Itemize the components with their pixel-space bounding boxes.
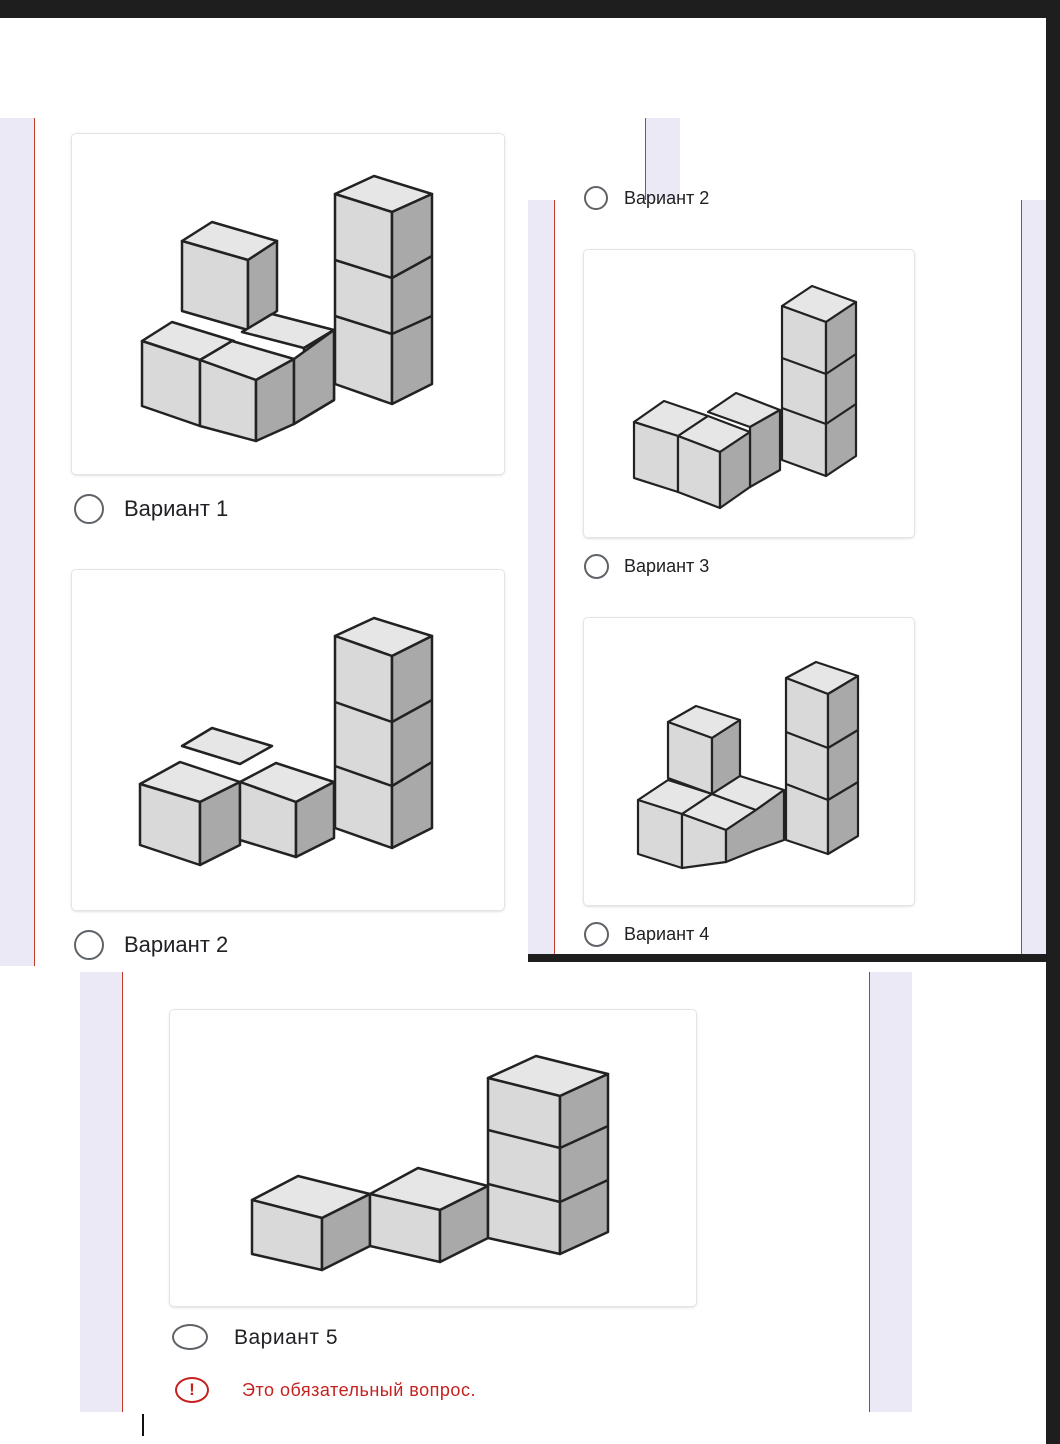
cubes-figure-4	[584, 618, 914, 905]
option-radio-2-cropped[interactable]	[584, 186, 608, 210]
alert-circle-icon: !	[175, 1377, 209, 1403]
option-label-4: Вариант 4	[624, 924, 710, 944]
option-label-3: Вариант 3	[624, 556, 710, 576]
cubes-figure-3	[584, 250, 914, 537]
cubes-figure-2	[72, 570, 504, 910]
option-radio-4[interactable]	[584, 922, 609, 947]
form-panel-bottom	[80, 972, 912, 1412]
option-image-card-3	[584, 250, 914, 537]
option-radio-5[interactable]	[172, 1324, 208, 1350]
option-radio-1[interactable]	[74, 494, 104, 524]
cubes-figure-1	[72, 134, 504, 474]
panel-right-margin-right	[1022, 200, 1046, 962]
option-image-card-2	[72, 570, 504, 910]
option-label-5: Вариант 5	[234, 1326, 339, 1349]
form-panel-left	[0, 118, 540, 966]
panel-right-margin-left	[528, 200, 554, 962]
required-error-message: Это обязательный вопрос.	[242, 1380, 476, 1400]
option-label-2: Вариант 2	[124, 932, 229, 957]
option-image-card-5	[170, 1010, 696, 1306]
page-header-space	[0, 18, 1046, 118]
text-cursor	[142, 1414, 144, 1436]
option-radio-2[interactable]	[74, 930, 104, 960]
cubes-figure-5	[170, 1010, 696, 1306]
option-label-1: Вариант 1	[124, 496, 229, 521]
window-right-edge	[1046, 18, 1060, 1444]
panel-right-bottom-bar	[528, 954, 1046, 962]
panel-left-margin	[0, 118, 34, 966]
window-top-bar	[0, 0, 1060, 18]
option-radio-3[interactable]	[584, 554, 609, 579]
option-image-card-4	[584, 618, 914, 905]
option-label-2-cropped: Вариант 2	[624, 188, 710, 208]
form-panel-right	[528, 188, 1046, 962]
option-image-card-1	[72, 134, 504, 474]
